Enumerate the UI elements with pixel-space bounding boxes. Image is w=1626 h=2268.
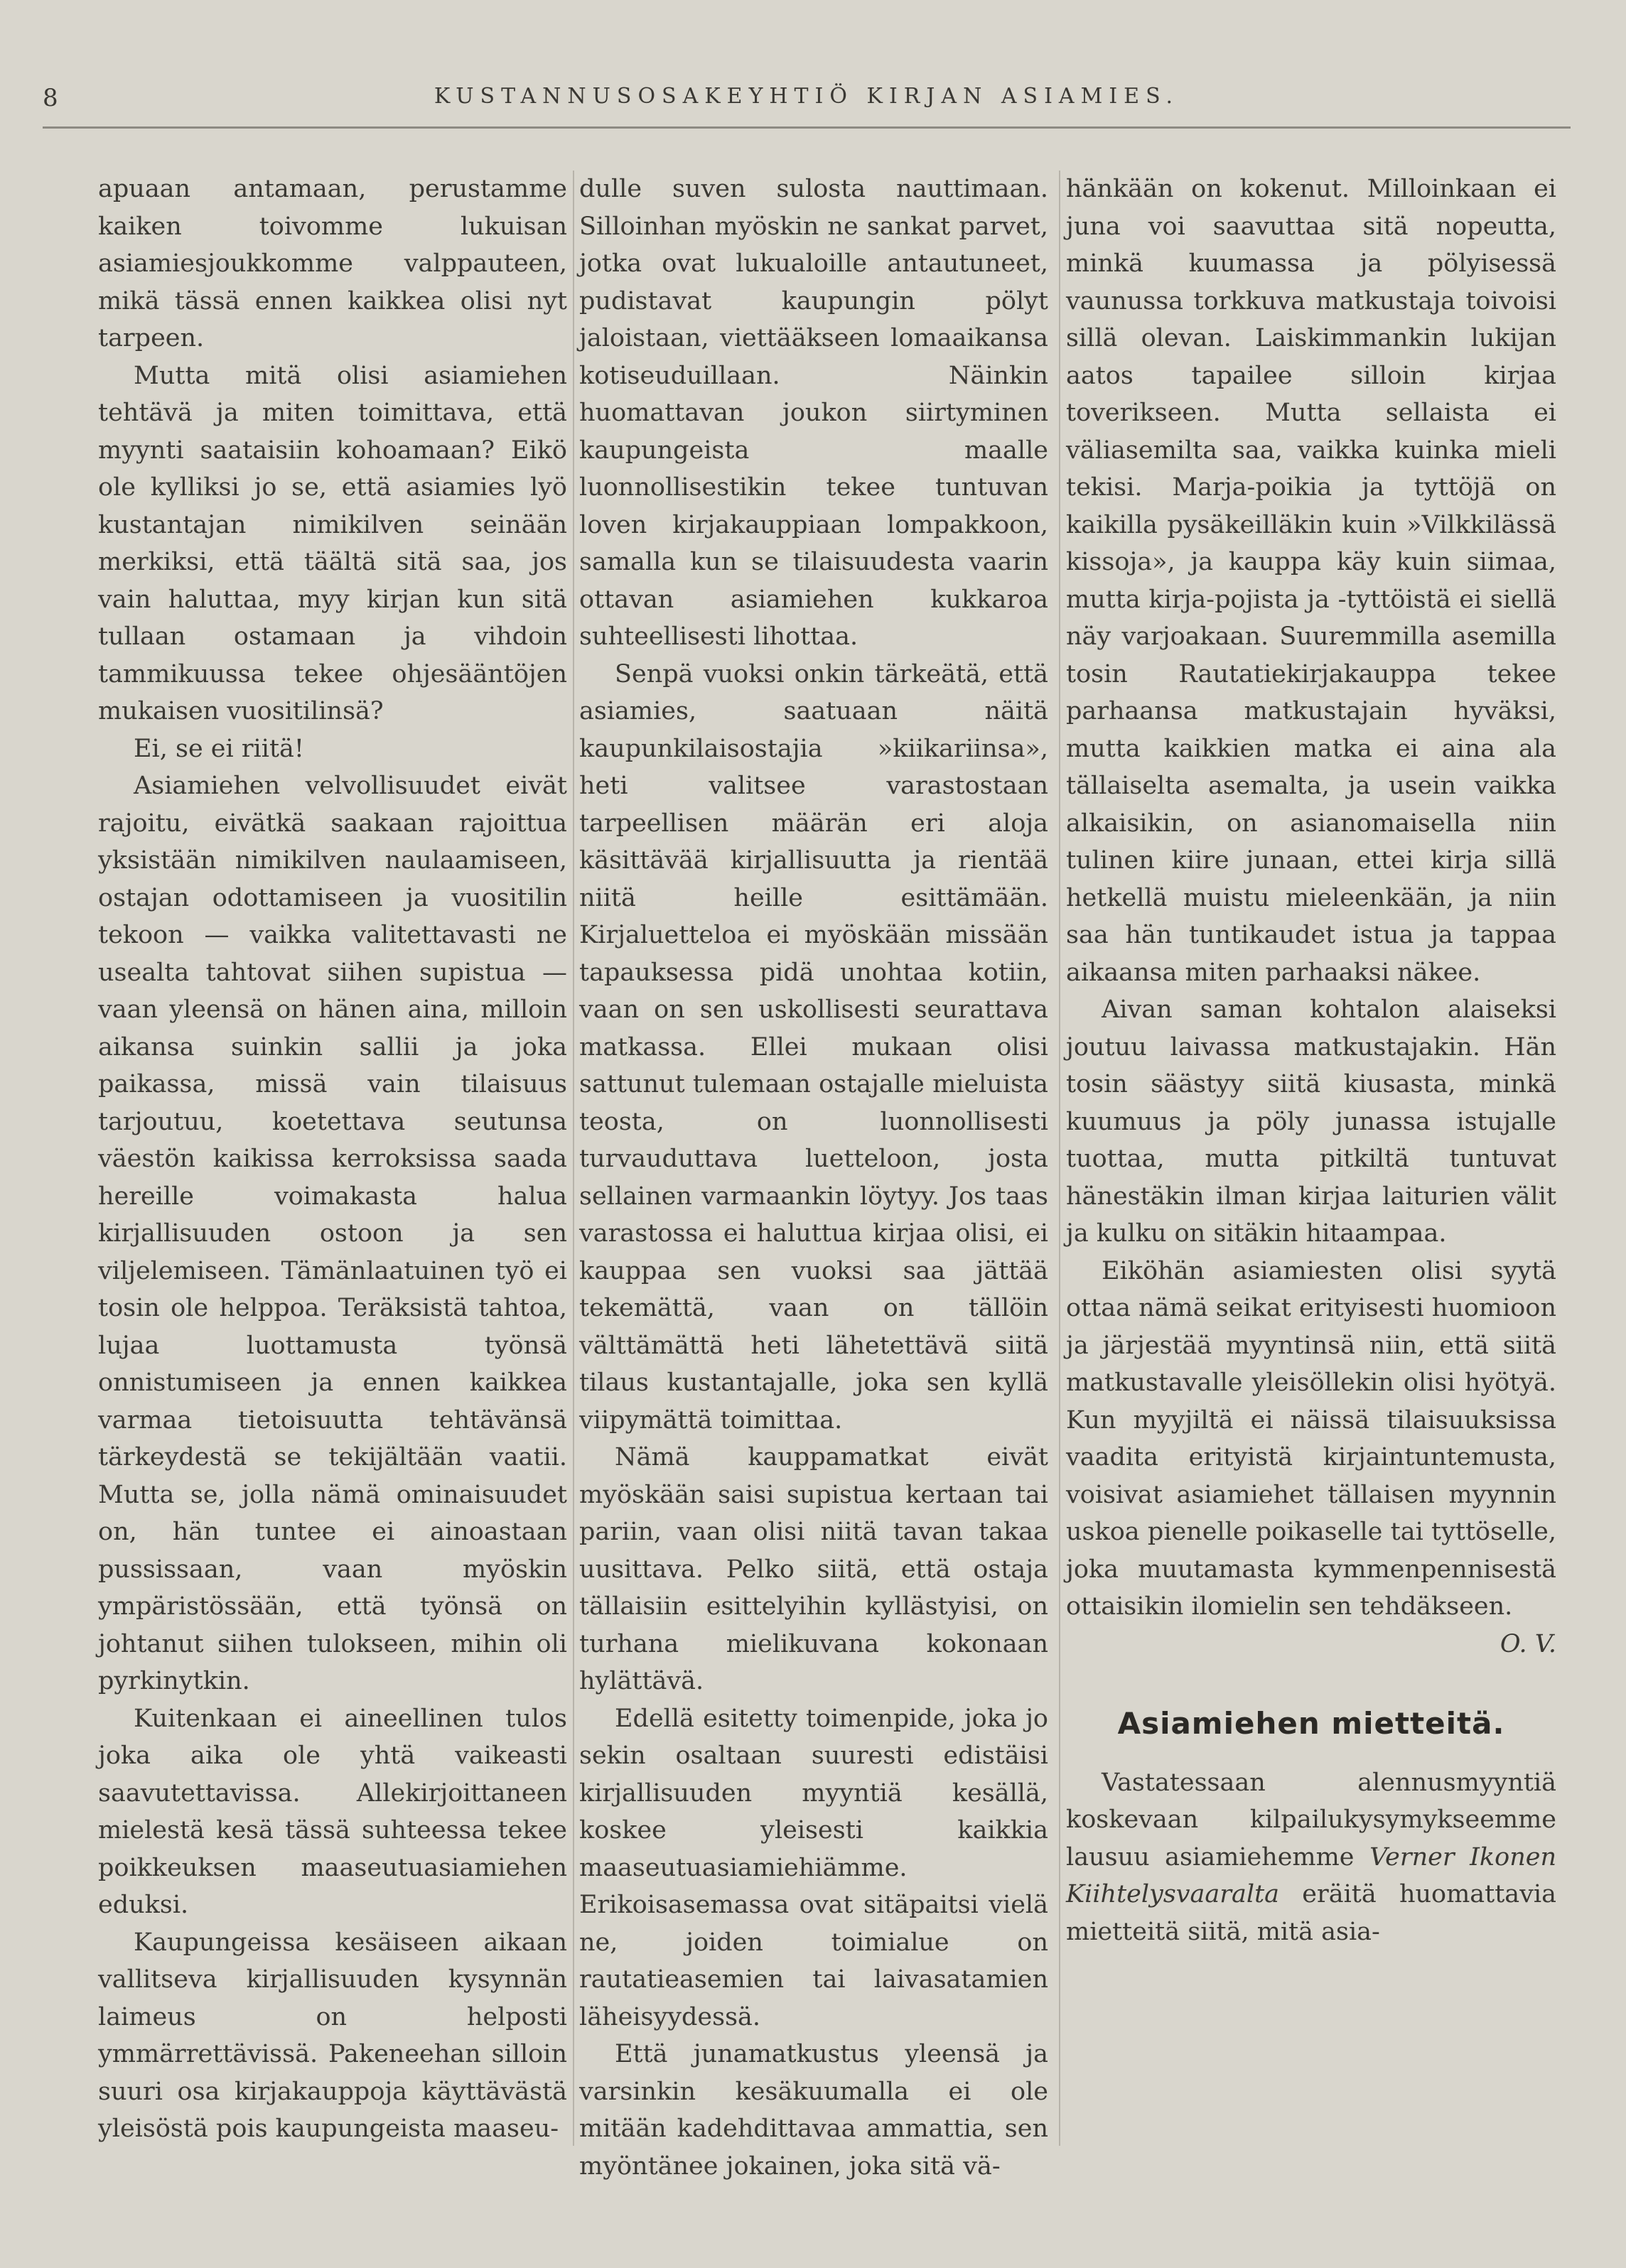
column-divider <box>573 171 574 2146</box>
paragraph-text: eräitä huomattavia mietteitä siitä, mitä asia- <box>1066 1880 1556 1946</box>
paragraph <box>1066 1764 1556 1951</box>
paragraph: dulle suven sulosta nauttimaan. Silloinhan myöskin ne sankat parvet, jotka ovat lukualoille antautuneet, pudistavat kaupungin pölyt jaloistaan, viettääkseen lomaaikansa kotiseuduillaan. Näinkin huomattavan joukon siirtyminen kaupungeista maalle luonnollisestikin tekee tuntuvan loven kirjakauppiaan lompakkoon, samalla kun se tilaisuudesta vaarin ottavan asiamiehen kukkaroa suhteellisesti lihottaa. <box>579 175 1048 651</box>
paragraph: Aivan saman kohtalon alaiseksi joutuu laivassa matkustajakin. Hän tosin säästyy siitä kiusasta, minkä kuumuus ja pöly junassa istujalle tuottaa, mutta pitkiltä tuntuvat hänestäkin ilman kirjaa laiturien välit ja kulku on sitäkin hitaampaa. <box>1066 995 1556 1248</box>
page-header <box>43 84 1571 129</box>
page-number: 8 <box>43 84 58 112</box>
paragraph: Että junamatkustus yleensä ja varsinkin kesäkuumalla ei ole mitään kadehdittavaa ammattia, sen myöntänee jokainen, joka sitä vä- <box>579 2040 1048 2181</box>
paragraph: hänkään on kokenut. Milloinkaan ei juna voi saavuttaa sitä nopeutta, minkä kuumassa ja pölyisessä vaunussa torkkuva matkustaja toivoisi sillä olevan. Laiskimmankin lukijan aatos tapailee silloin kirjaa toverikseen. Mutta sellaista ei väliasemilta saa, vaikka kuinka mieli tekisi. Marja-poikia ja tyttöjä on kaikilla pysäkeilläkin kuin »Vilkkilässä kissoja», ja kauppa käy kuin siimaa, mutta kirja-pojista ja -tyttöistä ei siellä näy varjoakaan. Suuremmilla asemilla tosin Rautatiekirjakauppa tekee parhaansa matkustajain hyväksi, mutta kaikkien matka ei aina ala tällaiselta asemalta, ja usein vaikka alkaisikin, on asianomaisella niin tulinen kiire junaan, ettei kirja sillä hetkellä muistu mieleenkään, ja niin saa hän tuntikaudet istua ja tappaa aikaansa miten parhaaksi näkee. <box>1066 175 1556 987</box>
paragraph: Mutta mitä olisi asiamiehen tehtävä ja miten toimittava, että myynti saataisiin kohoamaan? Eikö ole kylliksi jo se, että asiamies lyö kustantajan nimikilven seinään merkiksi, että täältä sitä saa, jos vain haluttaa, myy kirjan kun sitä tullaan ostamaan ja vihdoin tammikuussa tekee ohjesääntöjen mukaisen vuositilinsä? <box>98 361 567 725</box>
section-heading: Asiamiehen mietteitä. <box>1117 1706 1505 1741</box>
text-column-3 <box>1066 171 1556 1950</box>
italic-name: Verner Ikonen Kiihtelysvaaralta <box>1066 1842 1556 1908</box>
paragraph: Kaupungeissa kesäiseen aikaan vallitseva kirjallisuuden kysynnän laimeus on helposti ymmärrettävissä. Pakeneehan silloin suuri osa kirjakauppoja käyttävästä yleisöstä pois kaupungeista maaseu- <box>98 1928 567 2143</box>
paragraph: Senpä vuoksi onkin tärkeätä, että asiamies, saatuaan näitä kaupunkilaisostajia »kiikariinsa», heti valitsee varastostaan tarpeellisen määrän eri aloja käsittävää kirjallisuutta ja rientää niitä heille esittämään. Kirjaluetteloa ei myöskään missään tapauksessa pidä unohtaa kotiin, vaan on sen uskollisesti seurattava matkassa. Ellei mukaan olisi sattunut tulemaan ostajalle mieluista teosta, on luonnollisesti turvauduttava luetteloon, josta sellainen varmaankin löytyy. Jos taas varastossa ei haluttua kirjaa olisi, ei kauppaa sen vuoksi saa jättää tekemättä, vaan on tällöin välttämättä heti lähetettävä siitä tilaus kustantajalle, joka sen kyllä viipymättä toimittaa. <box>579 659 1048 1435</box>
paragraph-text: Vastatessaan alennusmyyntiä koskevaan kilpailukysymykseemme lausuu asiamiehemme <box>1066 1768 1556 1872</box>
paragraph: Kuitenkaan ei aineellinen tulos joka aika ole yhtä vaikeasti saavutettavissa. Allekirjoittaneen mielestä kesä tässä suhteessa tekee poikkeuksen maaseutuasiamiehen eduksi. <box>98 1704 567 1919</box>
paragraph: Ei, se ei riitä! <box>134 734 304 763</box>
article-signature: O. V. <box>1500 1629 1556 1658</box>
paragraph: Nämä kauppamatkat eivät myöskään saisi supistua kertaan tai pariin, vaan olisi niitä tavan takaa uusittava. Pelko siitä, että ostaja tällaisiin esittelyihin kyllästyisi, on turhana mielikuvana kokonaan hylättävä. <box>579 1443 1048 1695</box>
paragraph: apuaan antamaan, perustamme kaiken toivomme lukuisan asiamiesjoukkomme valppauteen, mikä tässä ennen kaikkea olisi nyt tarpeen. <box>98 175 567 352</box>
text-column-2 <box>579 171 1048 2185</box>
paragraph: Eiköhän asiamiesten olisi syytä ottaa nämä seikat erityisesti huomioon ja järjestää myyntinsä niin, että siitä matkustavalle yleisöllekin olisi hyötyä. Kun myyjiltä ei näissä tilaisuuksissa vaadita erityistä kirjaintuntemusta, voisivat asiamiehet tällaisen myynnin uskoa pienelle poikaselle tai tyttöselle, joka muutamasta kymmenpennisestä ottaisikin ilomielin sen tehdäkseen. <box>1066 1256 1556 1621</box>
running-title: KUSTANNUSOSAKEYHTIÖ KIRJAN ASIAMIES. <box>434 84 1180 109</box>
paragraph: Asiamiehen velvollisuudet eivät rajoitu, eivätkä saakaan rajoittua yksistään nimikilven naulaamiseen, ostajan odottamiseen ja vuositilin tekoon — vaikka valitettavasti ne usealta tahtovat siihen supistua — vaan yleensä on hänen aina, milloin aikansa suinkin sallii ja joka paikassa, missä vain tilaisuus tarjoutuu, koetettava seutunsa väestön kaikissa kerroksissa saada hereille voimakasta halua kirjallisuuden ostoon ja sen viljelemiseen. Tämänlaatuinen työ ei tosin ole helppoa. Teräksistä tahtoa, lujaa luottamusta työnsä onnistumiseen ja ennen kaikkea varmaa tietoisuutta tehtävänsä tärkeydestä se tekijältään vaatii. Mutta se, jolla nämä ominaisuudet on, hän tuntee ei ainoastaan pussissaan, vaan myöskin ympäristössään, että työnsä on johtanut siihen tulokseen, mihin oli pyrkinytkin. <box>98 772 567 1695</box>
paragraph: Edellä esitetty toimenpide, joka jo sekin osaltaan suuresti edistäisi kirjallisuuden myyntiä kesällä, koskee yleisesti kaikkia maaseutuasiamiehiämme. Erikoisasemassa ovat sitäpaitsi vielä ne, joiden toimialue on rautatieasemien tai laivasatamien läheisyydessä. <box>579 1704 1048 2031</box>
text-column-1 <box>98 171 567 2148</box>
column-divider <box>1059 171 1060 2146</box>
